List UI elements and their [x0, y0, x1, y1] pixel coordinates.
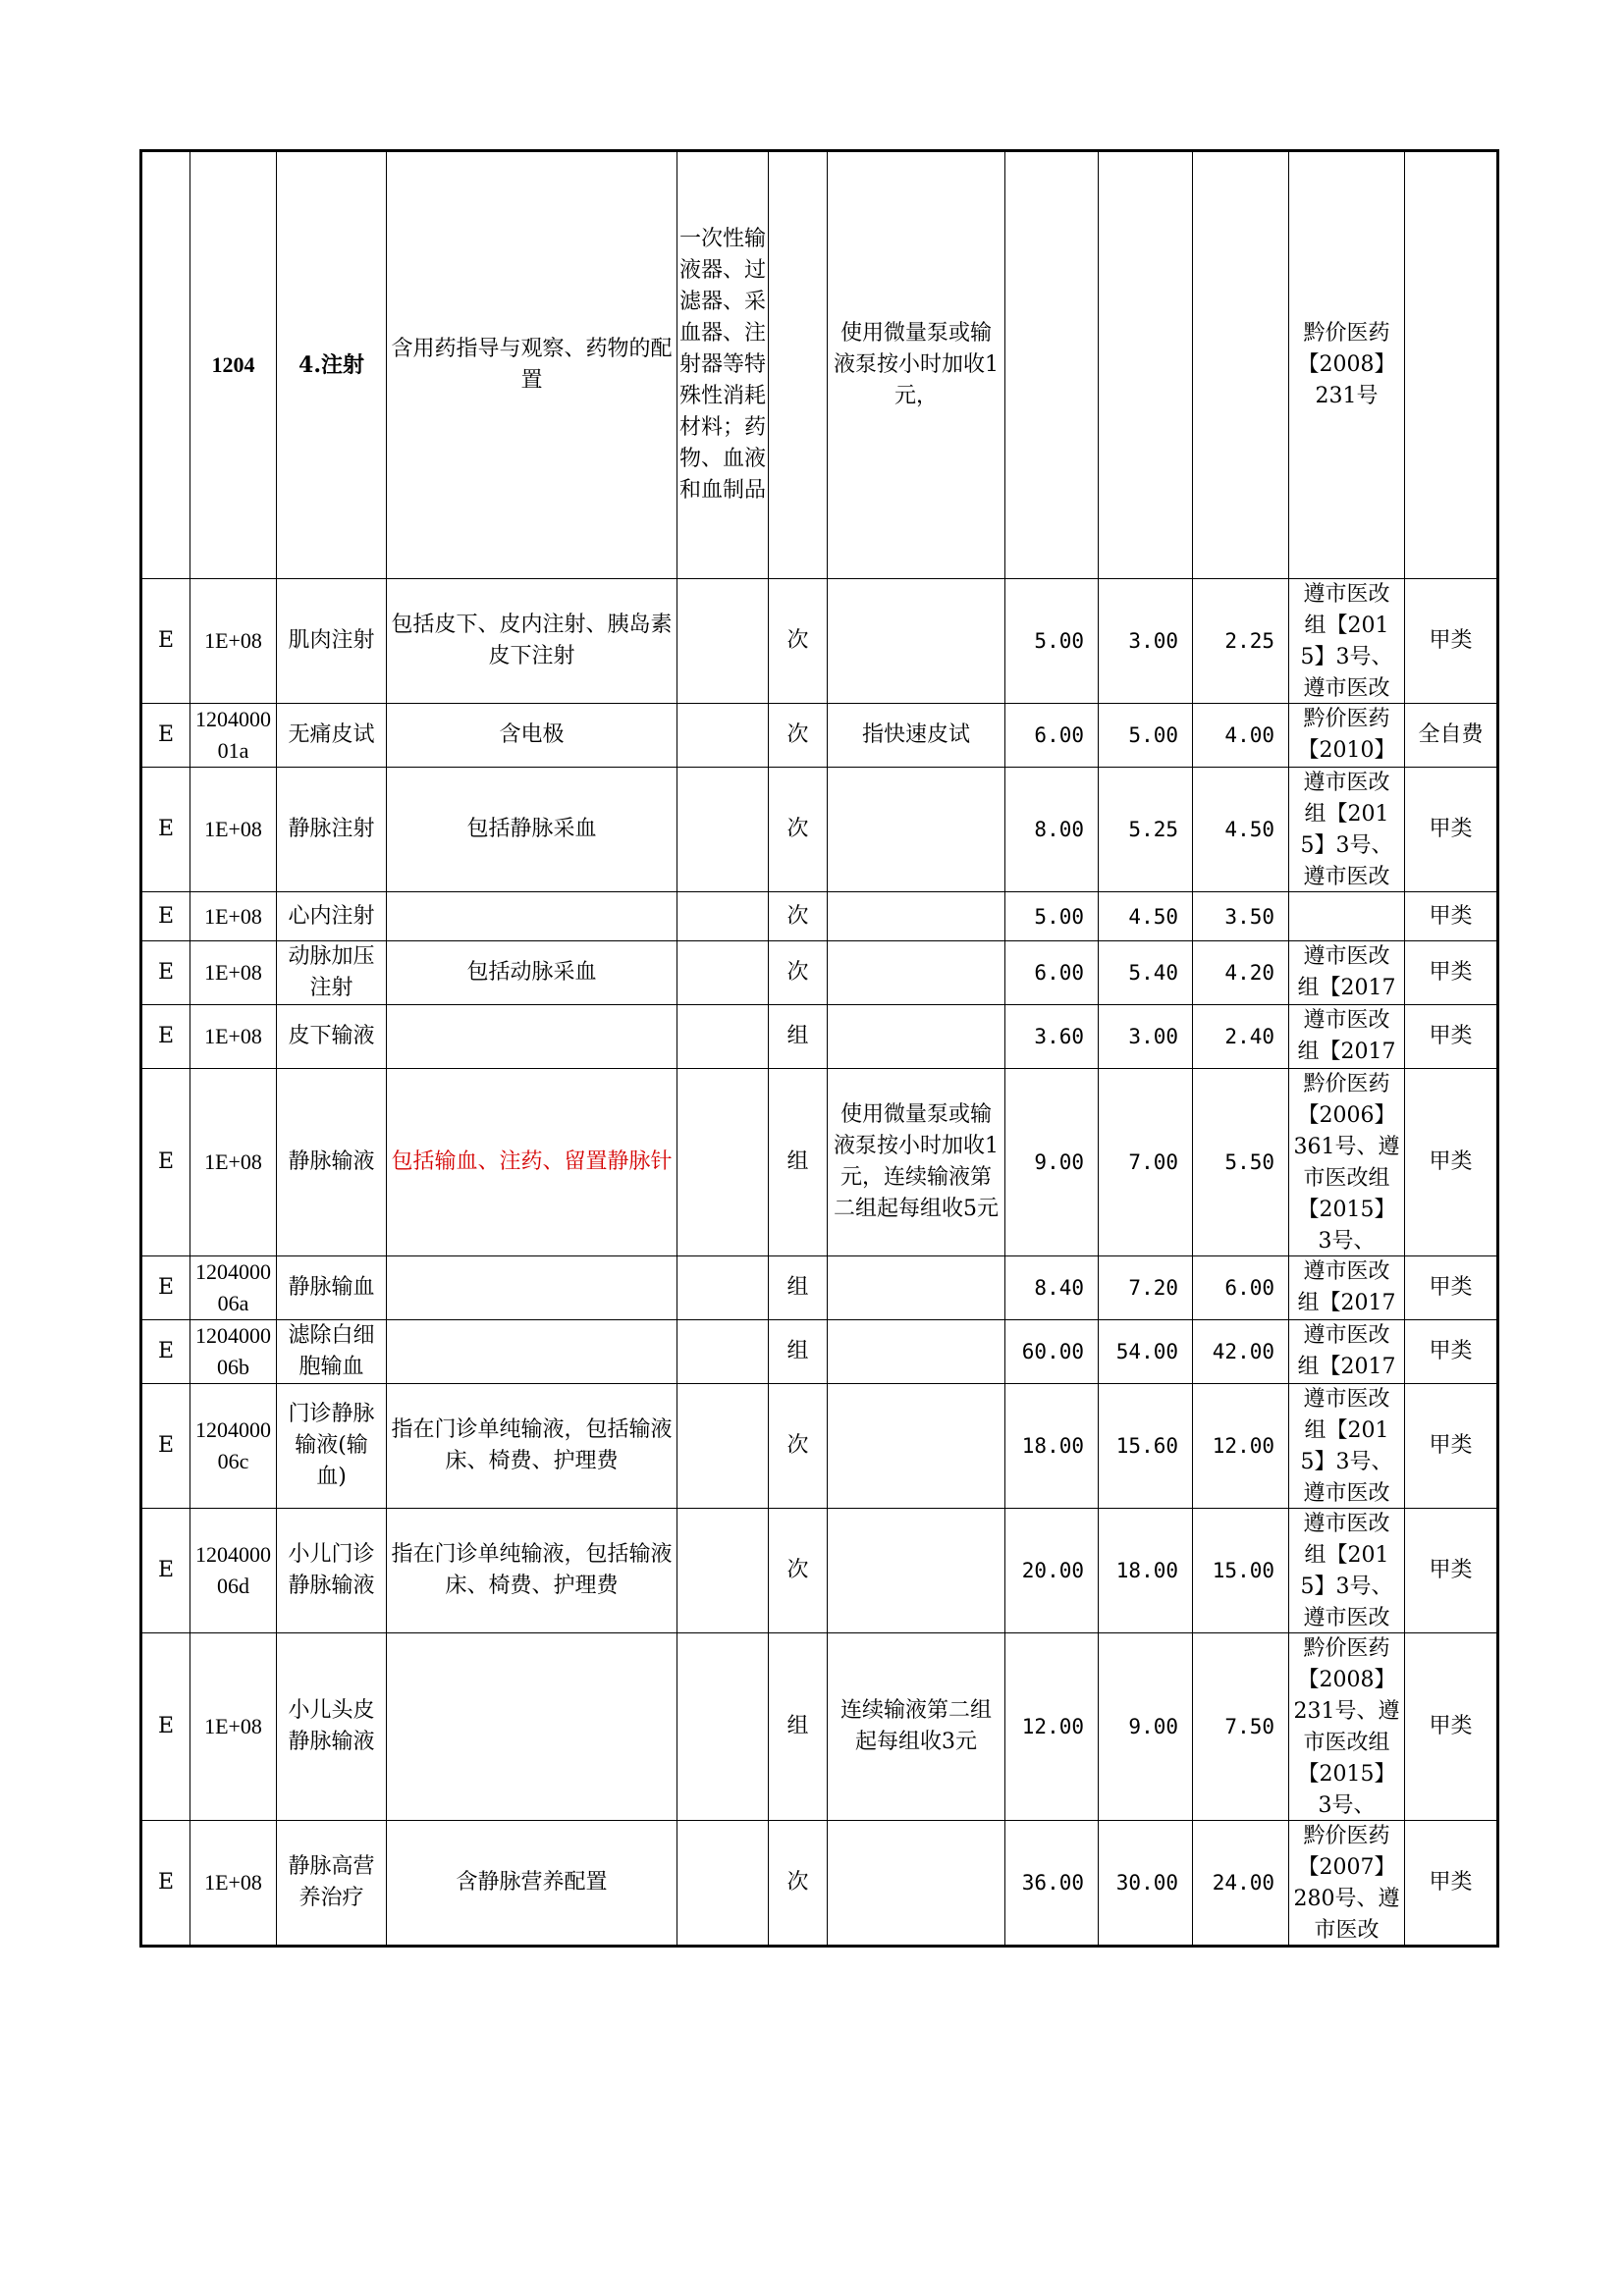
- price-tier1-cell: 36.00: [1005, 1821, 1099, 1947]
- document-ref-text: 遵市医改组【2017: [1297, 1323, 1396, 1379]
- table-row: [141, 941, 1498, 1005]
- document-ref-text: 遵市医改组【2015】3号、遵市医改: [1300, 1512, 1393, 1630]
- exclusions-cell: [677, 1256, 769, 1320]
- document-ref-cell: [1289, 1005, 1405, 1069]
- price-tier1-cell: 5.00: [1005, 892, 1099, 941]
- item-code-cell: 1204: [190, 151, 277, 579]
- unit-cell: 次: [769, 941, 828, 1005]
- document-ref-text: 遵市医改组【2015】3号、遵市医改: [1300, 771, 1393, 889]
- note-cell: 指快速皮试: [828, 704, 1005, 768]
- price-tier2-cell: 30.00: [1099, 1821, 1193, 1947]
- category-cell: E: [141, 704, 190, 768]
- price-tier2-cell: 5.25: [1099, 768, 1193, 892]
- item-content-cell: 包括静脉采血: [387, 768, 677, 892]
- price-tier2-cell: 15.60: [1099, 1384, 1193, 1509]
- item-code-cell: 1E+08: [190, 1633, 277, 1821]
- price-tier2-cell: 4.50: [1099, 892, 1193, 941]
- item-content-cell: 指在门诊单纯输液，包括输液床、椅费、护理费: [387, 1384, 677, 1509]
- price-tier3-cell: 7.50: [1193, 1633, 1289, 1821]
- exclusions-cell: [677, 941, 769, 1005]
- item-name-cell: 静脉高营养治疗: [277, 1821, 387, 1947]
- category-cell: E: [141, 1069, 190, 1256]
- item-code-cell: 1E+08: [190, 1821, 277, 1947]
- price-tier1-cell: 9.00: [1005, 1069, 1099, 1256]
- item-code-cell: 120400006c: [190, 1384, 277, 1509]
- note-cell: [828, 1069, 1005, 1256]
- table-row: [141, 1069, 1498, 1256]
- insurance-class-cell: [1405, 151, 1498, 579]
- price-tier3-cell: 24.00: [1193, 1821, 1289, 1947]
- insurance-class-cell: 甲类: [1405, 1384, 1498, 1509]
- note-red-text: 使用微量泵或输液泵按小时加收1元，连续输液第二组起每组收5元: [834, 1102, 999, 1221]
- document-ref-cell: 黔价医药【2008】231号: [1289, 151, 1405, 579]
- insurance-class-cell: 甲类: [1405, 1509, 1498, 1633]
- item-content-cell: 含静脉营养配置: [387, 1821, 677, 1947]
- price-tier1-cell: 8.00: [1005, 768, 1099, 892]
- item-content-cell: 指在门诊单纯输液，包括输液床、椅费、护理费: [387, 1509, 677, 1633]
- document-ref-cell: [1289, 1821, 1405, 1947]
- table-row: [141, 1821, 1498, 1947]
- price-tier2-cell: 3.00: [1099, 1005, 1193, 1069]
- note-cell: [828, 579, 1005, 704]
- price-tier3-cell: 2.25: [1193, 579, 1289, 704]
- table-row: [141, 768, 1498, 892]
- price-tier1-cell: 8.40: [1005, 1256, 1099, 1320]
- insurance-class-cell: 甲类: [1405, 1005, 1498, 1069]
- exclusions-cell: [677, 1633, 769, 1821]
- document-ref-cell: [1289, 768, 1405, 892]
- price-tier1-cell: [1005, 151, 1099, 579]
- unit-cell: 次: [769, 892, 828, 941]
- exclusions-cell: [677, 579, 769, 704]
- price-tier2-cell: 3.00: [1099, 579, 1193, 704]
- unit-cell: 组: [769, 1069, 828, 1256]
- document-ref-text: 黔价医药【2007】280号、遵市医改: [1293, 1824, 1400, 1943]
- table-row: [141, 1633, 1498, 1821]
- item-code-cell: 120400006b: [190, 1320, 277, 1384]
- item-code-cell: 120400006d: [190, 1509, 277, 1633]
- unit-cell: 组: [769, 1633, 828, 1821]
- item-content-cell: 含用药指导与观察、药物的配置: [387, 151, 677, 579]
- item-content-cell: [387, 1005, 677, 1069]
- document-ref-cell: [1289, 1509, 1405, 1633]
- insurance-class-cell: 甲类: [1405, 1069, 1498, 1256]
- unit-cell: 次: [769, 579, 828, 704]
- price-tier2-cell: 18.00: [1099, 1509, 1193, 1633]
- category-cell: E: [141, 892, 190, 941]
- exclusions-cell: [677, 1005, 769, 1069]
- item-code-cell: 1E+08: [190, 941, 277, 1005]
- document-ref-text: 遵市医改组【2017: [1297, 1008, 1396, 1064]
- note-cell: [828, 768, 1005, 892]
- category-cell: E: [141, 1384, 190, 1509]
- price-tier1-cell: 6.00: [1005, 941, 1099, 1005]
- price-tier1-cell: 6.00: [1005, 704, 1099, 768]
- unit-cell: 次: [769, 1509, 828, 1633]
- category-cell: E: [141, 941, 190, 1005]
- table-row: [141, 1005, 1498, 1069]
- item-content-cell: 包括输血、注药、留置静脉针: [387, 1069, 677, 1256]
- price-tier2-cell: 5.00: [1099, 704, 1193, 768]
- item-name-cell: 动脉加压注射: [277, 941, 387, 1005]
- exclusions-cell: 一次性输液器、过滤器、采血器、注射器等特殊性消耗材料；药物、血液和血制品: [677, 151, 769, 579]
- note-cell: 使用微量泵或输液泵按小时加收1元，: [828, 151, 1005, 579]
- price-tier2-cell: [1099, 151, 1193, 579]
- table-row: [141, 1384, 1498, 1509]
- item-content-cell: [387, 1256, 677, 1320]
- price-tier3-cell: 6.00: [1193, 1256, 1289, 1320]
- price-tier1-cell: 3.60: [1005, 1005, 1099, 1069]
- document-ref-cell: [1289, 1069, 1405, 1256]
- exclusions-cell: [677, 892, 769, 941]
- table-row: [141, 579, 1498, 704]
- category-cell: E: [141, 1633, 190, 1821]
- fee-schedule-table: [139, 149, 1499, 1948]
- price-tier1-cell: 5.00: [1005, 579, 1099, 704]
- item-content-cell: 包括皮下、皮内注射、胰岛素皮下注射: [387, 579, 677, 704]
- price-tier3-cell: 12.00: [1193, 1384, 1289, 1509]
- exclusions-cell: [677, 768, 769, 892]
- table-row: [141, 1320, 1498, 1384]
- unit-cell: 次: [769, 1384, 828, 1509]
- price-tier2-cell: 7.00: [1099, 1069, 1193, 1256]
- insurance-class-cell: 甲类: [1405, 1256, 1498, 1320]
- unit-cell: [769, 151, 828, 579]
- item-content-cell: [387, 1633, 677, 1821]
- note-cell: [828, 1821, 1005, 1947]
- item-name-cell: 小儿门诊静脉输液: [277, 1509, 387, 1633]
- item-code-cell: 1E+08: [190, 579, 277, 704]
- unit-cell: 次: [769, 704, 828, 768]
- document-ref-cell: 黔价医药【2010】: [1289, 704, 1405, 768]
- price-tier3-cell: 3.50: [1193, 892, 1289, 941]
- price-tier3-cell: 2.40: [1193, 1005, 1289, 1069]
- unit-cell: 组: [769, 1005, 828, 1069]
- document-ref-text: 黔价医药【2008】231号、遵市医改组【2015】3号、: [1293, 1636, 1400, 1818]
- document-ref-text: 黔价医药【2006】361号、遵市医改组【2015】3号、: [1293, 1072, 1400, 1254]
- price-tier3-cell: 4.00: [1193, 704, 1289, 768]
- table-row: [141, 1509, 1498, 1633]
- price-tier1-cell: 12.00: [1005, 1633, 1099, 1821]
- price-tier2-cell: 7.20: [1099, 1256, 1193, 1320]
- note-cell: [828, 941, 1005, 1005]
- note-cell: [828, 892, 1005, 941]
- item-content-cell: 含电极: [387, 704, 677, 768]
- price-tier2-cell: 54.00: [1099, 1320, 1193, 1384]
- document-ref-cell: [1289, 892, 1405, 941]
- insurance-class-cell: 甲类: [1405, 941, 1498, 1005]
- document-ref-text: 遵市医改组【2017: [1297, 944, 1396, 1000]
- document-ref-cell: [1289, 1384, 1405, 1509]
- document-ref-cell: [1289, 1320, 1405, 1384]
- price-tier3-cell: 4.20: [1193, 941, 1289, 1005]
- table-row: [141, 704, 1498, 768]
- insurance-class-cell: 甲类: [1405, 892, 1498, 941]
- insurance-class-cell: 全自费: [1405, 704, 1498, 768]
- document-ref-cell: [1289, 941, 1405, 1005]
- item-name-cell: 4.注射: [277, 151, 387, 579]
- item-code-cell: 120400006a: [190, 1256, 277, 1320]
- price-tier1-cell: 20.00: [1005, 1509, 1099, 1633]
- category-cell: [141, 151, 190, 579]
- price-tier3-cell: 42.00: [1193, 1320, 1289, 1384]
- price-tier2-cell: 9.00: [1099, 1633, 1193, 1821]
- category-cell: E: [141, 579, 190, 704]
- price-tier3-cell: [1193, 151, 1289, 579]
- price-tier1-cell: 60.00: [1005, 1320, 1099, 1384]
- table-row: [141, 151, 1498, 579]
- note-cell: [828, 1384, 1005, 1509]
- exclusions-cell: [677, 1509, 769, 1633]
- category-cell: E: [141, 1005, 190, 1069]
- item-name-cell: 皮下输液: [277, 1005, 387, 1069]
- item-name-cell: 小儿头皮静脉输液: [277, 1633, 387, 1821]
- item-name-cell: 无痛皮试: [277, 704, 387, 768]
- item-code-cell: 1E+08: [190, 892, 277, 941]
- item-name-cell: 滤除白细胞输血: [277, 1320, 387, 1384]
- note-cell: [828, 1320, 1005, 1384]
- insurance-class-cell: 甲类: [1405, 1821, 1498, 1947]
- document-ref-text: 遵市医改组【2015】3号、遵市医改: [1300, 1387, 1393, 1506]
- category-cell: E: [141, 1509, 190, 1633]
- note-cell: [828, 1005, 1005, 1069]
- category-cell: E: [141, 1821, 190, 1947]
- category-cell: E: [141, 1256, 190, 1320]
- item-code-cell: 1E+08: [190, 1005, 277, 1069]
- exclusions-cell: [677, 1320, 769, 1384]
- item-code-cell: 1E+08: [190, 1069, 277, 1256]
- table-row: [141, 892, 1498, 941]
- exclusions-cell: [677, 1384, 769, 1509]
- price-tier3-cell: 15.00: [1193, 1509, 1289, 1633]
- item-name-cell: 肌肉注射: [277, 579, 387, 704]
- document-ref-cell: [1289, 1633, 1405, 1821]
- table-row: [141, 1256, 1498, 1320]
- item-name-cell: 静脉输液: [277, 1069, 387, 1256]
- note-cell: [828, 1509, 1005, 1633]
- unit-cell: 次: [769, 1821, 828, 1947]
- item-code-cell: 120400001a: [190, 704, 277, 768]
- document-ref-text: 遵市医改组【2015】3号、遵市医改: [1300, 582, 1393, 701]
- item-content-cell: [387, 1320, 677, 1384]
- price-tier1-cell: 18.00: [1005, 1384, 1099, 1509]
- unit-cell: 组: [769, 1256, 828, 1320]
- category-cell: E: [141, 768, 190, 892]
- price-tier3-cell: 4.50: [1193, 768, 1289, 892]
- item-name-cell: 静脉注射: [277, 768, 387, 892]
- category-cell: E: [141, 1320, 190, 1384]
- document-ref-cell: [1289, 1256, 1405, 1320]
- note-cell: [828, 1256, 1005, 1320]
- insurance-class-cell: 甲类: [1405, 1320, 1498, 1384]
- note-cell: 连续输液第二组起每组收3元: [828, 1633, 1005, 1821]
- price-tier2-cell: 5.40: [1099, 941, 1193, 1005]
- exclusions-cell: [677, 704, 769, 768]
- exclusions-cell: [677, 1069, 769, 1256]
- insurance-class-cell: 甲类: [1405, 579, 1498, 704]
- item-code-cell: 1E+08: [190, 768, 277, 892]
- price-tier3-cell: 5.50: [1193, 1069, 1289, 1256]
- exclusions-cell: [677, 1821, 769, 1947]
- insurance-class-cell: 甲类: [1405, 1633, 1498, 1821]
- unit-cell: 组: [769, 1320, 828, 1384]
- item-name-cell: 静脉输血: [277, 1256, 387, 1320]
- item-name-cell: 心内注射: [277, 892, 387, 941]
- unit-cell: 次: [769, 768, 828, 892]
- document-ref-cell: [1289, 579, 1405, 704]
- insurance-class-cell: 甲类: [1405, 768, 1498, 892]
- item-name-cell: 门诊静脉输液(输血): [277, 1384, 387, 1509]
- item-content-cell: 包括动脉采血: [387, 941, 677, 1005]
- item-content-cell: [387, 892, 677, 941]
- document-ref-text: 遵市医改组【2017: [1297, 1259, 1396, 1315]
